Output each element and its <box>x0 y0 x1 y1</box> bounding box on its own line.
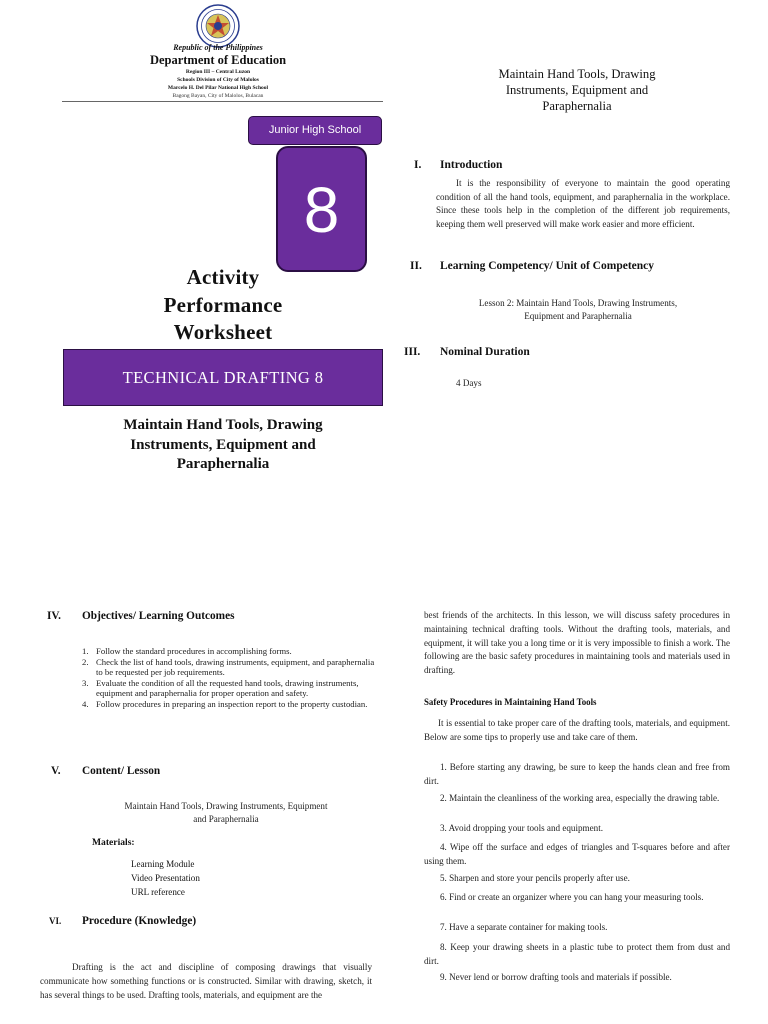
deped-seal-icon <box>196 4 240 48</box>
section-number: I. <box>414 159 422 171</box>
section-heading-objectives <box>47 610 235 622</box>
list-item: Video Presentation <box>131 872 200 883</box>
section-heading-introduction <box>414 159 502 171</box>
region-line: Region III – Central Luzon <box>185 69 251 75</box>
section-heading-procedure <box>49 915 196 927</box>
materials-heading: Materials: <box>92 837 135 848</box>
safety-tip: 3. Avoid dropping your tools and equipment. <box>440 823 603 833</box>
subject-banner: TECHNICAL DRAFTING 8 <box>63 349 383 406</box>
introduction-text: It is the responsibility of everyone to maintain the good operating condition of all the hand tools, equipment, and paraphernalia in the workplace. Since these tools help in the completion of the different job requirements, keeping them well preserved will make work easier and more efficient. <box>436 178 730 229</box>
level-badge: Junior High School <box>248 116 382 145</box>
list-item <box>82 678 378 699</box>
item-text: Evaluate the condition of all the requested hand tools, drawing instruments, equipment and paraphernalia for proper operation and safety. <box>96 677 359 699</box>
document-title-line: Paraphernalia <box>542 99 612 113</box>
section-number: V. <box>51 765 61 777</box>
list-item <box>82 646 378 657</box>
worksheet-title-line: Worksheet <box>173 320 273 344</box>
continuation-text: best friends of the architects. In this lesson, we will discuss safety procedures in maintaining technical drafting tools. Without the drafting tools, materials, and equipment, it will take you a long time or it is very impossible to finish a work. The following are the basic safety procedures in maintaining tools and materials used in drafting. <box>424 610 730 676</box>
worksheet-title-line: Performance <box>163 292 283 317</box>
header-divider <box>62 101 383 102</box>
safety-tip: 7. Have a separate container for making tools. <box>440 922 608 932</box>
cover-topic <box>70 416 376 475</box>
list-item: URL reference <box>131 886 185 897</box>
safety-tip: 6. Find or create an organizer where you can hang your measuring tools. <box>440 892 704 902</box>
care-text: It is essential to take proper care of the drafting tools, materials, and equipment. Below are some tips to properly use and take care of them. <box>424 718 730 742</box>
cover-topic-line: Paraphernalia <box>176 456 270 472</box>
safety-heading: Safety Procedures in Maintaining Hand Tools <box>424 697 597 707</box>
worksheet-title-line: Activity <box>186 265 260 289</box>
address-line: Bagong Bayan, City of Malolos, Bulacan <box>172 93 264 99</box>
safety-tip: 1. Before starting any drawing, be sure to keep the hands clean and free from dirt. <box>424 762 730 786</box>
item-number: 2. <box>82 656 89 667</box>
section-title: Nominal Duration <box>440 346 530 358</box>
safety-tip: 4. Wipe off the surface and edges of triangles and T-squares before and after using them. <box>424 842 730 866</box>
competency-line: Lesson 2: Maintain Hand Tools, Drawing Instruments, <box>478 298 678 308</box>
section-heading-content <box>51 765 160 777</box>
section-title: Introduction <box>440 159 503 171</box>
item-number: 4. <box>82 698 89 709</box>
section-number: III. <box>404 346 421 358</box>
safety-tip: 9. Never lend or borrow drafting tools and materials if possible. <box>440 972 672 982</box>
materials-list <box>131 858 200 899</box>
document-title-line: Maintain Hand Tools, Drawing <box>498 67 656 81</box>
division-line: Schools Division of City of Malolos <box>177 77 259 83</box>
department-name: Department of Education <box>149 53 287 67</box>
cover-topic-line: Maintain Hand Tools, Drawing <box>123 417 323 433</box>
cover-topic-line: Instruments, Equipment and <box>130 436 316 453</box>
section-title: Content/ Lesson <box>82 765 161 777</box>
item-number: 1. <box>82 646 89 656</box>
worksheet-title <box>118 264 328 347</box>
item-text: Follow the standard procedures in accomplishing forms. <box>96 646 292 656</box>
competency-text <box>440 297 716 322</box>
section-title: Procedure (Knowledge) <box>82 915 197 927</box>
list-item <box>82 657 378 678</box>
school-line: Marcelo H. Del Pilar National High School <box>167 85 269 91</box>
item-text: Follow procedures in preparing an inspection report to the property custodian. <box>96 698 368 709</box>
section-heading-competency <box>410 260 654 272</box>
safety-tip: 5. Sharpen and store your pencils properly after use. <box>440 873 630 883</box>
list-item: Learning Module <box>131 859 195 869</box>
content-line: Maintain Hand Tools, Drawing Instruments, Equipment <box>124 801 328 811</box>
safety-tip: 8. Keep your drawing sheets in a plastic tube to protect them from dust and dirt. <box>424 942 730 966</box>
competency-line: Equipment and Paraphernalia <box>524 310 632 321</box>
content-line: and Paraphernalia <box>193 813 259 824</box>
section-heading-duration <box>404 346 530 358</box>
item-text: Check the list of hand tools, drawing instruments, equipment, and paraphernalia to be requested per job requirements. <box>96 656 375 678</box>
document-title-line: Instruments, Equipment and <box>505 83 649 97</box>
document-title <box>436 66 718 114</box>
list-item <box>82 699 378 710</box>
section-number: II. <box>410 260 422 272</box>
section-number: IV. <box>47 610 61 622</box>
grade-number-box: 8 <box>276 146 367 272</box>
section-title: Objectives/ Learning Outcomes <box>82 610 235 622</box>
duration-value: 4 Days <box>456 378 482 388</box>
procedure-text: Drafting is the act and discipline of composing drawings that visually communicate how something functions or is constructed. Similar with drawing, sketch, it has several things to be used. Drafting tools, materials, and equipment are the <box>40 962 372 1000</box>
republic-line: Republic of the Philippines <box>173 43 263 52</box>
item-number: 3. <box>82 677 89 688</box>
content-text <box>78 800 374 825</box>
objectives-list <box>82 646 378 710</box>
section-title: Learning Competency/ Unit of Competency <box>440 260 655 272</box>
section-number: VI. <box>49 916 62 926</box>
safety-tip: 2. Maintain the cleanliness of the working area, especially the drawing table. <box>440 793 720 803</box>
